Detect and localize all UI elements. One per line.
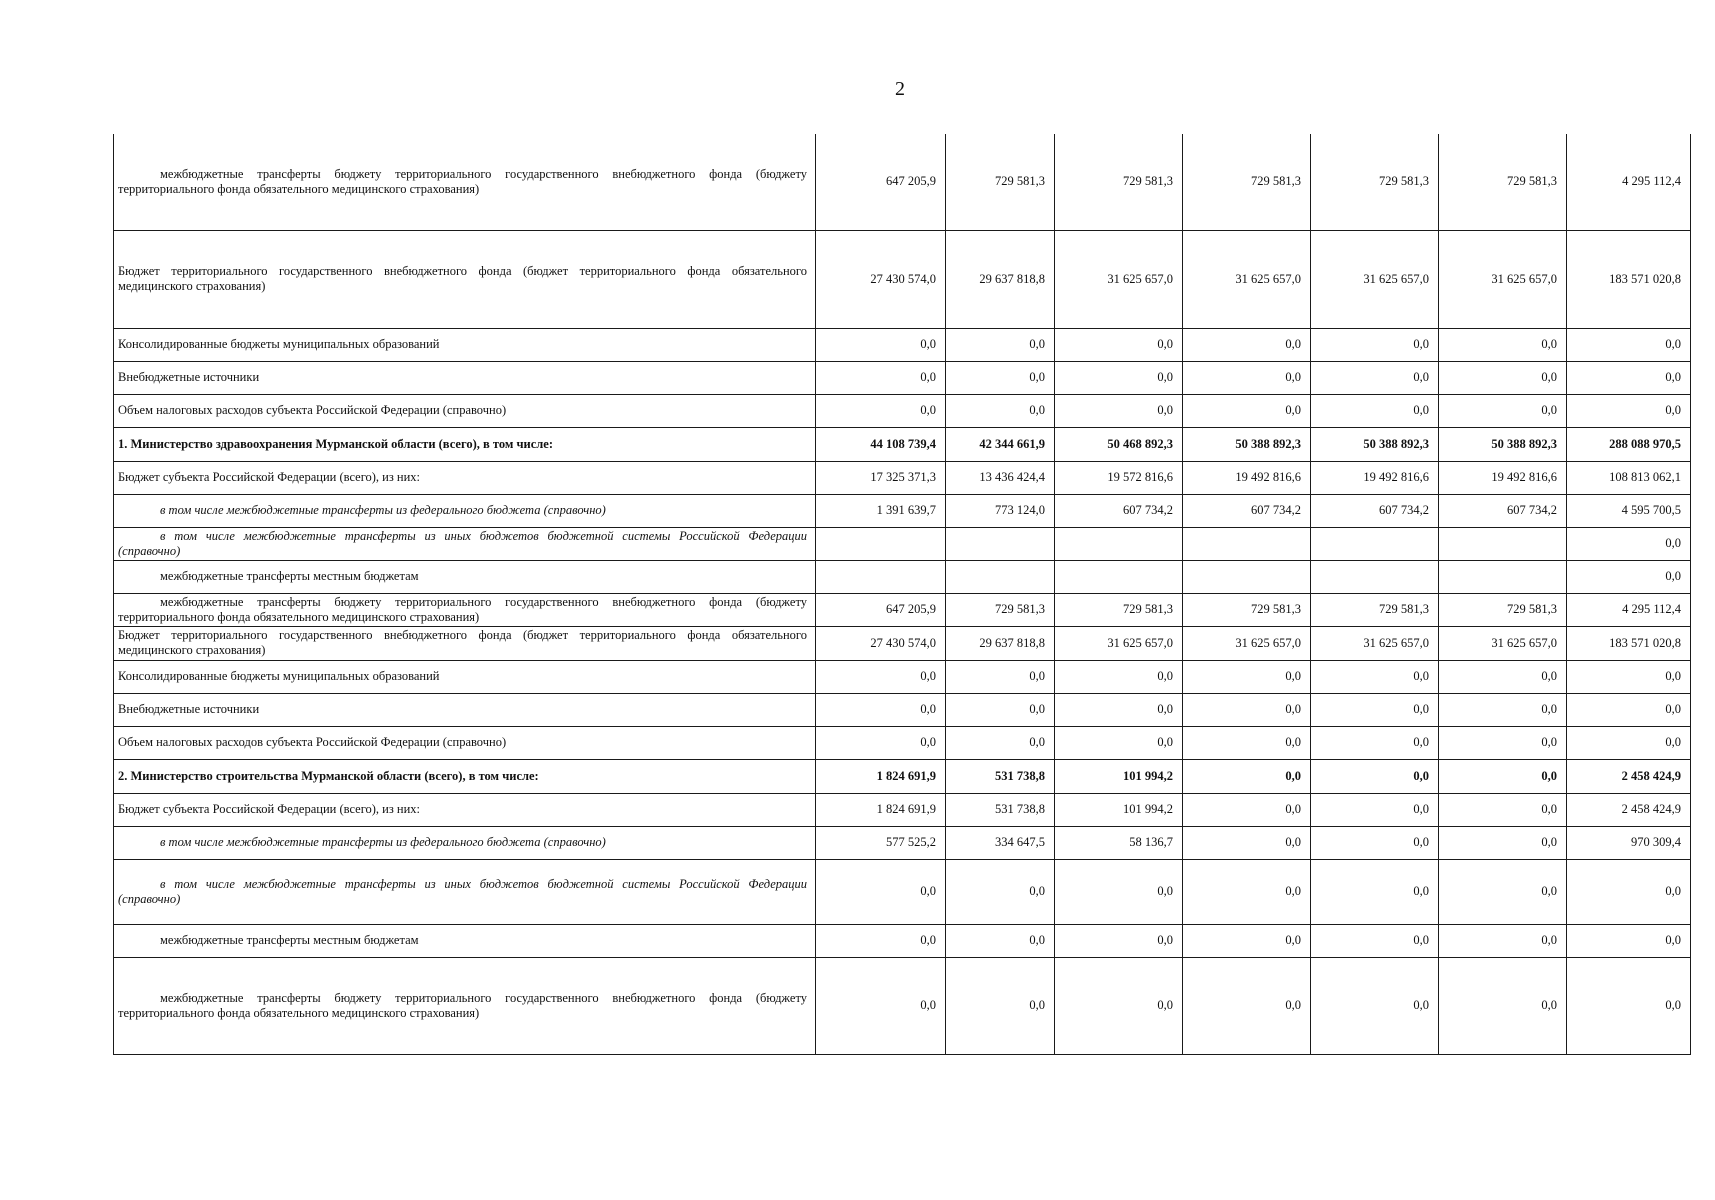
value-total: 4 295 112,4 (1567, 593, 1691, 626)
value-cell: 729 581,3 (1183, 593, 1311, 626)
value-cell: 0,0 (816, 924, 946, 957)
value-cell: 0,0 (1311, 859, 1439, 924)
value-cell: 1 824 691,9 (816, 793, 946, 826)
value-total: 0,0 (1567, 693, 1691, 726)
value-cell: 29 637 818,8 (946, 230, 1055, 328)
value-cell (1183, 527, 1311, 560)
value-cell: 0,0 (1439, 361, 1567, 394)
value-cell: 729 581,3 (1439, 134, 1567, 230)
value-cell: 0,0 (1311, 394, 1439, 427)
value-cell: 1 391 639,7 (816, 494, 946, 527)
value-cell: 0,0 (1055, 361, 1183, 394)
value-cell (946, 527, 1055, 560)
row-label: в том числе межбюджетные трансферты из иных бюджетов бюджетной системы Российской Федерации (справочно) (114, 527, 816, 560)
value-cell: 0,0 (1439, 859, 1567, 924)
value-cell (1439, 527, 1567, 560)
value-cell: 42 344 661,9 (946, 427, 1055, 461)
row-label: в том числе межбюджетные трансферты из иных бюджетов бюджетной системы Российской Федерации (справочно) (114, 859, 816, 924)
value-cell: 27 430 574,0 (816, 230, 946, 328)
value-cell: 13 436 424,4 (946, 461, 1055, 494)
value-total: 0,0 (1567, 361, 1691, 394)
value-cell: 0,0 (946, 957, 1055, 1054)
row-ministry-construction-total (114, 759, 1691, 793)
row-transfers-tfoms (114, 957, 1691, 1054)
row-label: межбюджетные трансферты бюджету территориального государственного внебюджетного фонда (бюджету территориального фонда обязательного медицинского страхования) (114, 957, 816, 1054)
value-cell (1183, 560, 1311, 593)
value-cell: 0,0 (1183, 328, 1311, 361)
value-total: 2 458 424,9 (1567, 793, 1691, 826)
row-regional-budget (114, 461, 1691, 494)
value-cell: 0,0 (816, 693, 946, 726)
value-cell (1311, 527, 1439, 560)
row-local-transfers (114, 924, 1691, 957)
value-cell (946, 560, 1055, 593)
value-cell: 31 625 657,0 (1439, 230, 1567, 328)
value-cell: 0,0 (1183, 394, 1311, 427)
value-cell: 0,0 (1311, 726, 1439, 759)
value-cell: 0,0 (1439, 328, 1567, 361)
value-cell: 607 734,2 (1439, 494, 1567, 527)
value-cell: 0,0 (1311, 759, 1439, 793)
value-cell: 0,0 (1311, 924, 1439, 957)
row-transfers-tfoms (114, 134, 1691, 230)
value-cell: 0,0 (1055, 394, 1183, 427)
value-cell: 31 625 657,0 (1055, 230, 1183, 328)
row-label: Внебюджетные источники (114, 361, 816, 394)
row-tfoms-budget (114, 626, 1691, 660)
row-local-transfers (114, 560, 1691, 593)
value-cell: 729 581,3 (946, 134, 1055, 230)
value-cell: 729 581,3 (1311, 593, 1439, 626)
value-cell: 0,0 (1183, 957, 1311, 1054)
value-cell: 50 388 892,3 (1311, 427, 1439, 461)
value-cell: 19 572 816,6 (1055, 461, 1183, 494)
row-municipal-budgets (114, 328, 1691, 361)
row-label: межбюджетные трансферты бюджету территориального государственного внебюджетного фонда (бюджету территориального фонда обязательного медицинского страхования) (114, 134, 816, 230)
value-cell: 0,0 (1311, 957, 1439, 1054)
row-other-transfers (114, 859, 1691, 924)
row-label: Объем налоговых расходов субъекта Российской Федерации (справочно) (114, 726, 816, 759)
row-federal-transfers (114, 826, 1691, 859)
value-cell: 0,0 (1439, 957, 1567, 1054)
value-cell: 773 124,0 (946, 494, 1055, 527)
row-federal-transfers (114, 494, 1691, 527)
value-cell: 0,0 (816, 328, 946, 361)
value-cell: 0,0 (946, 328, 1055, 361)
value-cell: 0,0 (1439, 394, 1567, 427)
value-cell: 0,0 (1055, 726, 1183, 759)
value-total: 0,0 (1567, 527, 1691, 560)
value-total: 0,0 (1567, 924, 1691, 957)
value-cell: 50 468 892,3 (1055, 427, 1183, 461)
value-cell (816, 527, 946, 560)
value-total: 0,0 (1567, 560, 1691, 593)
value-cell: 0,0 (946, 693, 1055, 726)
value-total: 183 571 020,8 (1567, 230, 1691, 328)
value-cell: 101 994,2 (1055, 759, 1183, 793)
value-cell: 0,0 (1183, 726, 1311, 759)
value-cell: 0,0 (946, 726, 1055, 759)
table-body (114, 134, 1691, 1054)
value-cell: 0,0 (946, 660, 1055, 693)
value-total: 2 458 424,9 (1567, 759, 1691, 793)
value-cell: 50 388 892,3 (1183, 427, 1311, 461)
row-regional-budget (114, 793, 1691, 826)
value-cell: 0,0 (816, 859, 946, 924)
value-cell (1055, 527, 1183, 560)
value-cell: 31 625 657,0 (1183, 626, 1311, 660)
value-cell: 647 205,9 (816, 593, 946, 626)
value-cell: 31 625 657,0 (1311, 626, 1439, 660)
value-cell: 729 581,3 (1311, 134, 1439, 230)
value-cell: 31 625 657,0 (1439, 626, 1567, 660)
value-total: 0,0 (1567, 859, 1691, 924)
value-cell: 0,0 (1055, 859, 1183, 924)
row-label: межбюджетные трансферты местным бюджетам (114, 924, 816, 957)
row-label: Бюджет субъекта Российской Федерации (всего), из них: (114, 461, 816, 494)
value-cell: 0,0 (816, 957, 946, 1054)
value-cell: 0,0 (1183, 826, 1311, 859)
row-label: 1. Министерство здравоохранения Мурманской области (всего), в том числе: (114, 427, 816, 461)
row-label: Бюджет территориального государственного внебюджетного фонда (бюджет территориального фонда обязательного медицинского страхования) (114, 230, 816, 328)
row-municipal-budgets (114, 660, 1691, 693)
value-cell: 0,0 (1311, 328, 1439, 361)
value-cell: 0,0 (1183, 361, 1311, 394)
value-cell: 101 994,2 (1055, 793, 1183, 826)
value-cell: 0,0 (1311, 793, 1439, 826)
value-cell: 0,0 (1439, 924, 1567, 957)
value-total: 183 571 020,8 (1567, 626, 1691, 660)
value-cell: 58 136,7 (1055, 826, 1183, 859)
value-cell: 19 492 816,6 (1311, 461, 1439, 494)
value-cell: 1 824 691,9 (816, 759, 946, 793)
value-cell: 0,0 (1183, 859, 1311, 924)
value-cell: 31 625 657,0 (1055, 626, 1183, 660)
value-cell (1311, 560, 1439, 593)
value-cell: 0,0 (1439, 726, 1567, 759)
page-number: 2 (895, 78, 905, 100)
value-total: 4 595 700,5 (1567, 494, 1691, 527)
value-total: 288 088 970,5 (1567, 427, 1691, 461)
row-label: 2. Министерство строительства Мурманской области (всего), в том числе: (114, 759, 816, 793)
value-total: 4 295 112,4 (1567, 134, 1691, 230)
value-cell: 0,0 (816, 394, 946, 427)
value-cell: 0,0 (816, 660, 946, 693)
row-label: Внебюджетные источники (114, 693, 816, 726)
value-cell: 0,0 (946, 394, 1055, 427)
row-label: Объем налоговых расходов субъекта Российской Федерации (справочно) (114, 394, 816, 427)
value-cell: 577 525,2 (816, 826, 946, 859)
row-extrabudgetary (114, 361, 1691, 394)
value-cell: 729 581,3 (1439, 593, 1567, 626)
row-label: Бюджет территориального государственного внебюджетного фонда (бюджет территориального фонда обязательного медицинского страхования) (114, 626, 816, 660)
value-cell: 531 738,8 (946, 759, 1055, 793)
value-cell: 729 581,3 (1183, 134, 1311, 230)
value-cell: 27 430 574,0 (816, 626, 946, 660)
row-transfers-tfoms (114, 593, 1691, 626)
value-cell (816, 560, 946, 593)
row-ministry-health-total (114, 427, 1691, 461)
value-cell: 0,0 (1439, 826, 1567, 859)
value-cell: 0,0 (1311, 826, 1439, 859)
value-cell: 0,0 (1183, 924, 1311, 957)
value-cell: 19 492 816,6 (1183, 461, 1311, 494)
value-cell: 0,0 (1311, 693, 1439, 726)
value-cell: 607 734,2 (1055, 494, 1183, 527)
row-other-transfers (114, 527, 1691, 560)
value-cell: 0,0 (1055, 328, 1183, 361)
value-cell: 607 734,2 (1183, 494, 1311, 527)
value-cell: 0,0 (816, 361, 946, 394)
value-cell: 0,0 (1439, 660, 1567, 693)
row-label: межбюджетные трансферты бюджету территориального государственного внебюджетного фонда (бюджету территориального фонда обязательного медицинского страхования) (114, 593, 816, 626)
row-label: Консолидированные бюджеты муниципальных образований (114, 328, 816, 361)
row-tfoms-budget (114, 230, 1691, 328)
value-cell: 729 581,3 (1055, 593, 1183, 626)
row-extrabudgetary (114, 693, 1691, 726)
value-cell: 31 625 657,0 (1183, 230, 1311, 328)
value-cell: 0,0 (1311, 660, 1439, 693)
value-cell: 0,0 (1055, 957, 1183, 1054)
value-total: 0,0 (1567, 660, 1691, 693)
value-cell: 607 734,2 (1311, 494, 1439, 527)
row-label: в том числе межбюджетные трансферты из федерального бюджета (справочно) (114, 826, 816, 859)
row-label: Консолидированные бюджеты муниципальных образований (114, 660, 816, 693)
value-total: 0,0 (1567, 328, 1691, 361)
value-cell (1439, 560, 1567, 593)
value-cell: 17 325 371,3 (816, 461, 946, 494)
value-cell: 19 492 816,6 (1439, 461, 1567, 494)
value-total: 0,0 (1567, 726, 1691, 759)
value-cell: 0,0 (1183, 693, 1311, 726)
row-label: межбюджетные трансферты местным бюджетам (114, 560, 816, 593)
value-cell (1055, 560, 1183, 593)
value-cell: 50 388 892,3 (1439, 427, 1567, 461)
value-cell: 334 647,5 (946, 826, 1055, 859)
value-total: 0,0 (1567, 957, 1691, 1054)
value-total: 108 813 062,1 (1567, 461, 1691, 494)
row-label: Бюджет субъекта Российской Федерации (всего), из них: (114, 793, 816, 826)
row-tax-expenditures (114, 726, 1691, 759)
value-cell: 0,0 (946, 361, 1055, 394)
value-cell: 31 625 657,0 (1311, 230, 1439, 328)
row-label: в том числе межбюджетные трансферты из федерального бюджета (справочно) (114, 494, 816, 527)
value-cell: 0,0 (946, 924, 1055, 957)
value-cell: 647 205,9 (816, 134, 946, 230)
value-cell: 44 108 739,4 (816, 427, 946, 461)
row-tax-expenditures (114, 394, 1691, 427)
value-cell: 0,0 (1439, 693, 1567, 726)
value-total: 0,0 (1567, 394, 1691, 427)
value-cell: 0,0 (1183, 759, 1311, 793)
value-total: 970 309,4 (1567, 826, 1691, 859)
value-cell: 0,0 (1055, 660, 1183, 693)
value-cell: 729 581,3 (1055, 134, 1183, 230)
value-cell: 0,0 (1055, 693, 1183, 726)
value-cell: 29 637 818,8 (946, 626, 1055, 660)
value-cell: 0,0 (946, 859, 1055, 924)
value-cell: 0,0 (1055, 924, 1183, 957)
value-cell: 0,0 (1183, 660, 1311, 693)
value-cell: 0,0 (816, 726, 946, 759)
value-cell: 729 581,3 (946, 593, 1055, 626)
budget-table (113, 134, 1691, 1055)
value-cell: 0,0 (1183, 793, 1311, 826)
value-cell: 0,0 (1311, 361, 1439, 394)
value-cell: 0,0 (1439, 793, 1567, 826)
value-cell: 531 738,8 (946, 793, 1055, 826)
value-cell: 0,0 (1439, 759, 1567, 793)
